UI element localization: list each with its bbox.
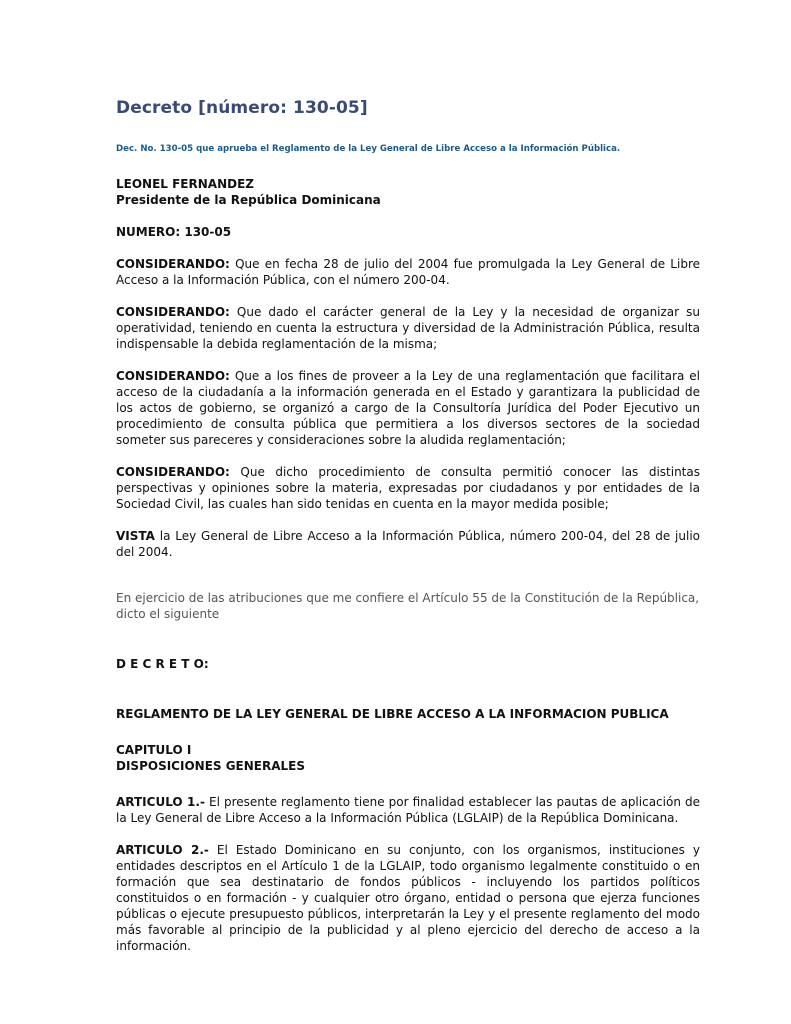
considerando-paragraph	[116, 464, 700, 512]
ejercicio-line-2: dicto el siguiente	[116, 607, 220, 621]
considerando-paragraph	[116, 304, 700, 352]
signer-name: LEONEL FERNANDEZ	[116, 177, 254, 191]
considerando-paragraph	[116, 368, 700, 448]
ejercicio-line-1: En ejercicio de las atribuciones que me confiere el Artículo 55 de la Constitución de la República,	[116, 591, 700, 605]
vista-paragraph	[116, 528, 700, 560]
document-page	[116, 98, 700, 970]
considerando-label: CONSIDERANDO:	[116, 465, 230, 479]
considerando-label: CONSIDERANDO:	[116, 305, 230, 319]
considerando-text: Que a los fines de proveer a la Ley de una reglamentación que facilitara el acceso de la ciudadanía a la información generada en el Estado y garantizara la publicidad de los actos de gobierno, se organizó a cargo de la Consultoría Jurídica del Poder Ejecutivo un procedimiento de consulta pública que permitiera a los diversos sectores de la sociedad someter sus pareceres y consideraciones sobre la aludida reglamentación;	[116, 369, 700, 447]
signer-role: Presidente de la República Dominicana	[116, 193, 381, 207]
article-paragraph	[116, 794, 700, 826]
reglamento-heading: REGLAMENTO DE LA LEY GENERAL DE LIBRE ACCESO A LA INFORMACION PUBLICA	[116, 707, 669, 721]
article-label: ARTICULO 1.-	[116, 795, 205, 809]
article-text: El presente reglamento tiene por finalidad establecer las pautas de aplicación de la Ley General de Libre Acceso a la Información Pública (LGLAIP) de la República Dominicana.	[116, 795, 700, 825]
article-text: El Estado Dominicano en su conjunto, con los organismos, instituciones y entidades descriptos en el Artículo 1 de la LGLAIP, todo organismo legalmente constituido o en formación que sea destinatario de fondos públicos - incluyendo los partidos políticos constituidos o en formación - y cualquier otro órgano, entidad o persona que ejerza funciones públicas o ejecute presupuesto públicos, interpretarán la Ley y el presente reglamento del modo más favorable al principio de la publicidad y al pleno ejercicio del derecho de acceso a la información.	[116, 843, 700, 953]
considerando-text: Que dado el carácter general de la Ley y la necesidad de organizar su operatividad, teniendo en cuenta la estructura y diversidad de la Administración Pública, resulta indispensable la debida reglamentación de la misma;	[116, 305, 700, 351]
decreto-heading: D E C R E T O:	[116, 657, 209, 671]
considerando-text: Que en fecha 28 de julio del 2004 fue promulgada la Ley General de Libre Acceso a la Información Pública, con el número 200-04.	[116, 257, 700, 287]
vista-label: VISTA	[116, 529, 155, 543]
article-label: ARTICULO 2.-	[116, 843, 209, 857]
considerando-text: Que dicho procedimiento de consulta permitió conocer las distintas perspectivas y opiniones sobre la materia, expresadas por ciudadanos y por entidades de la Sociedad Civil, las cuales han sido tenidas en cuenta en la mayor medida posible;	[116, 465, 700, 511]
decree-title: Decreto [número: 130-05]	[116, 98, 368, 118]
vista-text: la Ley General de Libre Acceso a la Información Pública, número 200-04, del 28 de julio del 2004.	[116, 529, 700, 559]
considerando-paragraph	[116, 256, 700, 288]
decree-number: NUMERO: 130-05	[116, 225, 232, 239]
chapter-number: CAPITULO I	[116, 743, 192, 757]
article-paragraph	[116, 842, 700, 954]
chapter-title: DISPOSICIONES GENERALES	[116, 759, 306, 773]
considerando-label: CONSIDERANDO:	[116, 257, 230, 271]
considerando-label: CONSIDERANDO:	[116, 369, 230, 383]
decree-subtitle: Dec. No. 130-05 que aprueba el Reglamento de la Ley General de Libre Acceso a la Información Pública.	[116, 144, 621, 154]
